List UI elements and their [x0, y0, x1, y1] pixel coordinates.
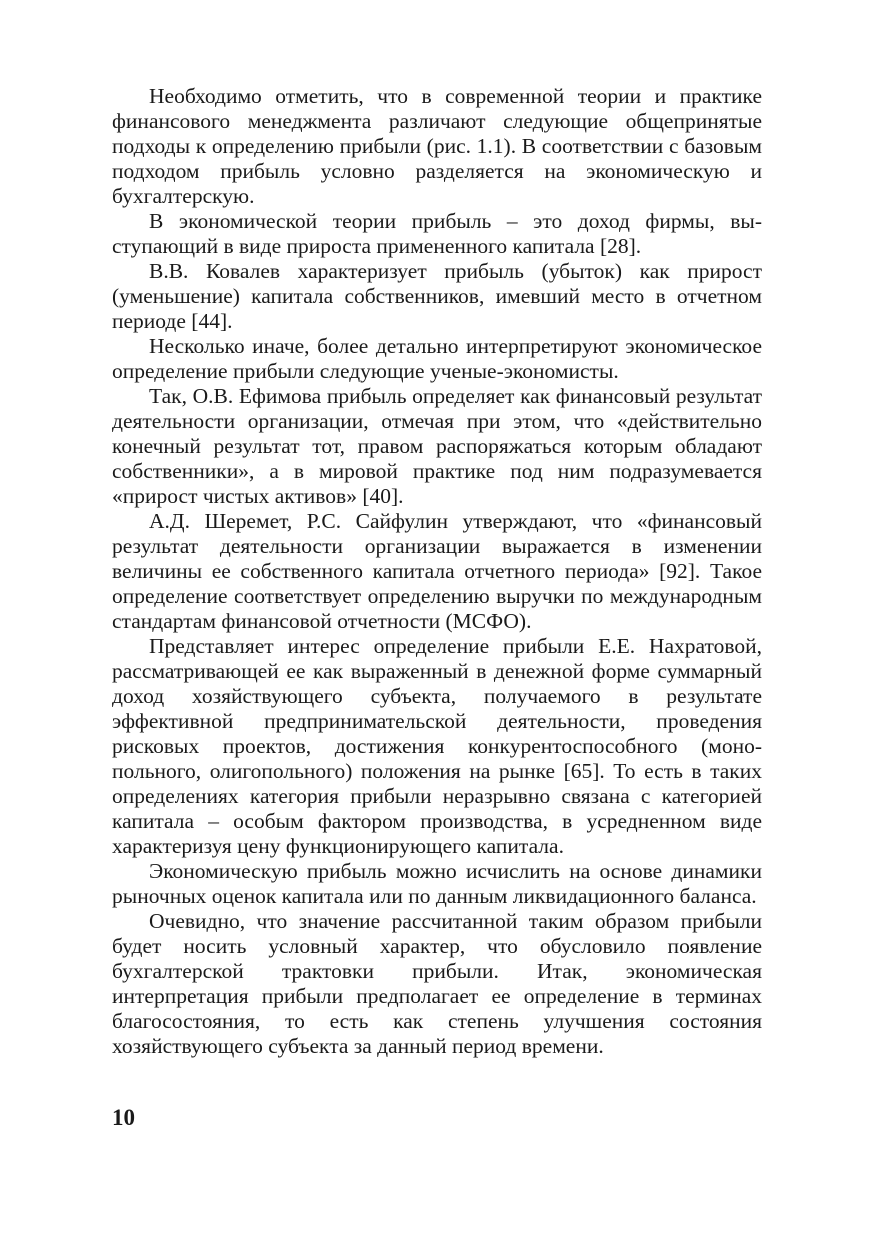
- paragraph-5: Так, О.В. Ефимова прибыль определяет как финансовый результат деятельности организации, отмечая при этом, что «действительно конечный результат тот, правом распоряжаться которым обладают собственники», а в мировой практике под ним подразумевается «прирост чистых активов» [40].: [112, 384, 762, 508]
- paragraph-6: А.Д. Шеремет, Р.С. Сайфулин утверждают, что «финансовый результат деятельности организации выражается в изменении величины ее собственного капитала отчетного периода» [92]. Такое определение соответствует определению выручки по международным стандартам финансовой отчетности (МСФО).: [112, 509, 762, 633]
- paragraph-9: Очевидно, что значение рассчитанной таким образом прибыли будет носить условный характер, что обусловило появление бухгалтерской трактовки прибыли. Итак, экономическая интерпретация прибыли предполагает ее определение в терминах благосостояния, то есть как степень улучшения состояния хозяйствующего субъекта за данный период времени.: [112, 909, 762, 1058]
- paragraph-3: В.В. Ковалев характеризует прибыль (убыток) как прирост (уменьшение) капитала собственников, имевший место в отчетном периоде [44].: [112, 259, 762, 333]
- paragraph-8: Экономическую прибыль можно исчислить на основе динамики рыночных оценок капитала или по данным ликвидационного баланса.: [112, 859, 762, 908]
- paragraph-7: Представляет интерес определение прибыли Е.Е. Нахратовой, рассматривающей ее как выраженный в денежной форме суммарный доход хозяйствующего субъекта, получаемого в результате эффективной предпринимательской деятельности, проведения рисковых проектов, достижения конкурентоспособного (монопольного, олигопольного) положения на рынке [65]. То есть в таких определениях категория прибыли неразрывно связана с категорией капитала – особым фактором производства, в усредненном виде характеризуя цену функционирующего капитала.: [112, 634, 762, 858]
- page-body: [112, 84, 762, 1059]
- paragraph-4: Несколько иначе, более детально интерпретируют экономическое определение прибыли следующие ученые-экономисты.: [112, 334, 762, 383]
- page-number: 10: [112, 1105, 135, 1130]
- paragraph-1: Необходимо отметить, что в современной теории и практике финансового менеджмента различают следующие общепринятые подходы к определению прибыли (рис. 1.1). В соответствии с базовым подходом прибыль условно разделяется на экономическую и бухгалтерскую.: [112, 84, 762, 208]
- paragraph-2: В экономической теории прибыль – это доход фирмы, выступающий в виде прироста примененного капитала [28].: [112, 209, 762, 258]
